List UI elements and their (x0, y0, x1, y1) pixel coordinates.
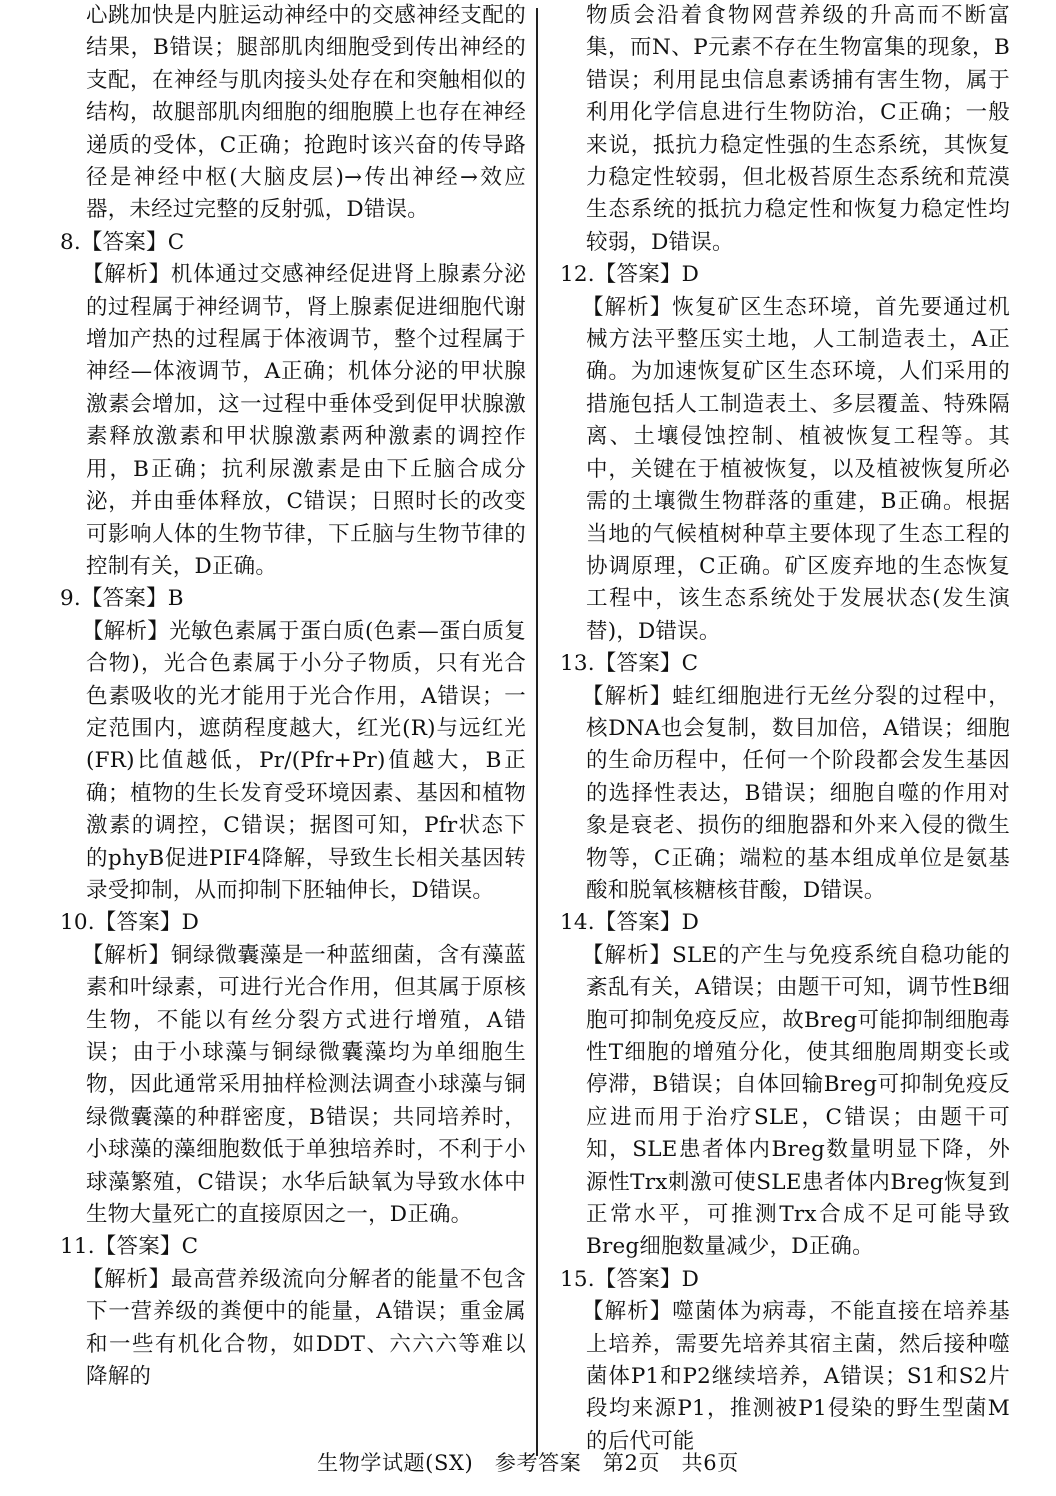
analysis-10: 【解析】铜绿微囊藻是一种蓝细菌，含有藻蓝素和叶绿素，可进行光合作用，但其属于原核生物，不能以有丝分裂方式进行增殖，A错误；由于小球藻与铜绿微囊藻均为单细胞生物，因此通常采用抽样检测法调查小球藻与铜绿微囊藻的种群密度，B错误；共同培养时，小球藻的藻细胞数低于单独培养时，不利于小球藻繁殖，C错误；水华后缺氧为导致水体中生物大量死亡的直接原因之一，D正确。 (82, 942, 526, 1228)
column-divider (536, 8, 538, 1456)
analysis-8: 【解析】机体通过交感神经促进肾上腺素分泌的过程属于神经调节，肾上腺素促进细胞代谢增加产热的过程属于体液调节，整个过程属于神经—体液调节，A正确；机体分泌的甲状腺激素会增加，这一过程中垂体受到促甲状腺激素释放激素和甲状腺激素两种激素的调控作用，B正确；抗利尿激素是由下丘脑合成分泌，并由垂体释放，C错误；日照时长的改变可影响人体的生物节律，下丘脑与生物节律的控制有关，D正确。 (82, 262, 526, 579)
analysis-15: 【解析】噬菌体为病毒，不能直接在培养基上培养，需要先培养其宿主菌，然后接种噬菌体P1和P2继续培养，A错误；S1和S2片段均来源P1，推测被P1侵染的野生型菌M的后代可能 (582, 1299, 1010, 1454)
left-column (60, 0, 526, 1393)
answer-13: 13.【答案】C (560, 651, 699, 677)
analysis-13: 【解析】蛙红细胞进行无丝分裂的过程中，核DNA也会复制，数目加倍，A错误；细胞的生命历程中，任何一个阶段都会发生基因的选择性表达，B错误；细胞自噬的作用对象是衰老、损伤的细胞器和外来入侵的微生物等，C正确；端粒的基本组成单位是氨基酸和脱氧核糖核苷酸，D错误。 (582, 683, 1010, 903)
answer-10: 10.【答案】D (60, 910, 200, 936)
answer-15: 15.【答案】D (560, 1266, 700, 1292)
right-continuation-text: 物质会沿着食物网营养级的升高而不断富集，而N、P元素不存在生物富集的现象，B错误；利用昆虫信息素诱捕有害生物，属于利用化学信息进行生物防治，C正确；一般来说，抵抗力稳定性强的生态系统，其恢复力稳定性较弱，但北极苔原生态系统和荒漠生态系统的抵抗力稳定性和恢复力稳定性均较弱，D错误。 (586, 3, 1010, 255)
right-column (560, 0, 1010, 1458)
analysis-9: 【解析】光敏色素属于蛋白质(色素—蛋白质复合物)，光合色素属于小分子物质，只有光合色素吸收的光才能用于光合作用，A错误；一定范围内，遮荫程度越大，红光(R)与远红光(FR)比值越低，Pr/(Pfr+Pr)值越大，B正确；植物的生长发育受环境因素、基因和植物激素的调控，C错误；据图可知，Pfr状态下的phyB促进PIF4降解，导致生长相关基因转录受抑制，从而抑制下胚轴伸长，D错误。 (82, 618, 526, 903)
answer-11: 11.【答案】C (60, 1234, 199, 1260)
answer-9: 9.【答案】B (60, 586, 184, 612)
analysis-12: 【解析】恢复矿区生态环境，首先要通过机械方法平整压实土地，人工制造表土，A正确。为加速恢复矿区生态环境，人们采用的措施包括人工制造表土、多层覆盖、特殊隔离、土壤侵蚀控制、植被恢复工程等。其中，关键在于植被恢复，以及植被恢复所必需的土壤微生物群落的重建，B正确。根据当地的气候植树种草主要体现了生态工程的协调原理，C正确。矿区废弃地的生态恢复工程中，该生态系统处于发展状态(发生演替)，D错误。 (582, 294, 1010, 644)
analysis-14: 【解析】SLE的产生与免疫系统自稳功能的紊乱有关，A错误；由题干可知，调节性B细胞可抑制免疫反应，故Breg可能抑制细胞毒性T细胞的增殖分化，使其细胞周期变长或停滞，B错误；自体回输Breg可抑制免疫反应进而用于治疗SLE，C错误；由题干可知，SLE患者体内Breg数量明显下降，外源性Trx刺激可使SLE患者体内Breg恢复到正常水平，可推测Trx合成不足可能导致Breg细胞数量减少，D正确。 (582, 942, 1010, 1260)
left-continuation-text: 心跳加快是内脏运动神经中的交感神经支配的结果，B错误；腿部肌肉细胞受到传出神经的支配，在神经与肌肉接头处存在和突触相似的结构，故腿部肌肉细胞的细胞膜上也存在神经递质的受体，C正确；抢跑时该兴奋的传导路径是神经中枢(大脑皮层)→传出神经→效应器，未经过完整的反射弧，D错误。 (86, 3, 526, 223)
answer-14: 14.【答案】D (560, 910, 700, 936)
answer-12: 12.【答案】D (560, 262, 700, 288)
answer-8: 8.【答案】C (60, 229, 185, 255)
analysis-11: 【解析】最高营养级流向分解者的能量不包含下一营养级的粪便中的能量，A错误；重金属和一些有机化合物，如DDT、六六六等难以降解的 (82, 1266, 526, 1390)
page-footer: 生物学试题(SX) 参考答案 第2页 共6页 (317, 1451, 739, 1475)
